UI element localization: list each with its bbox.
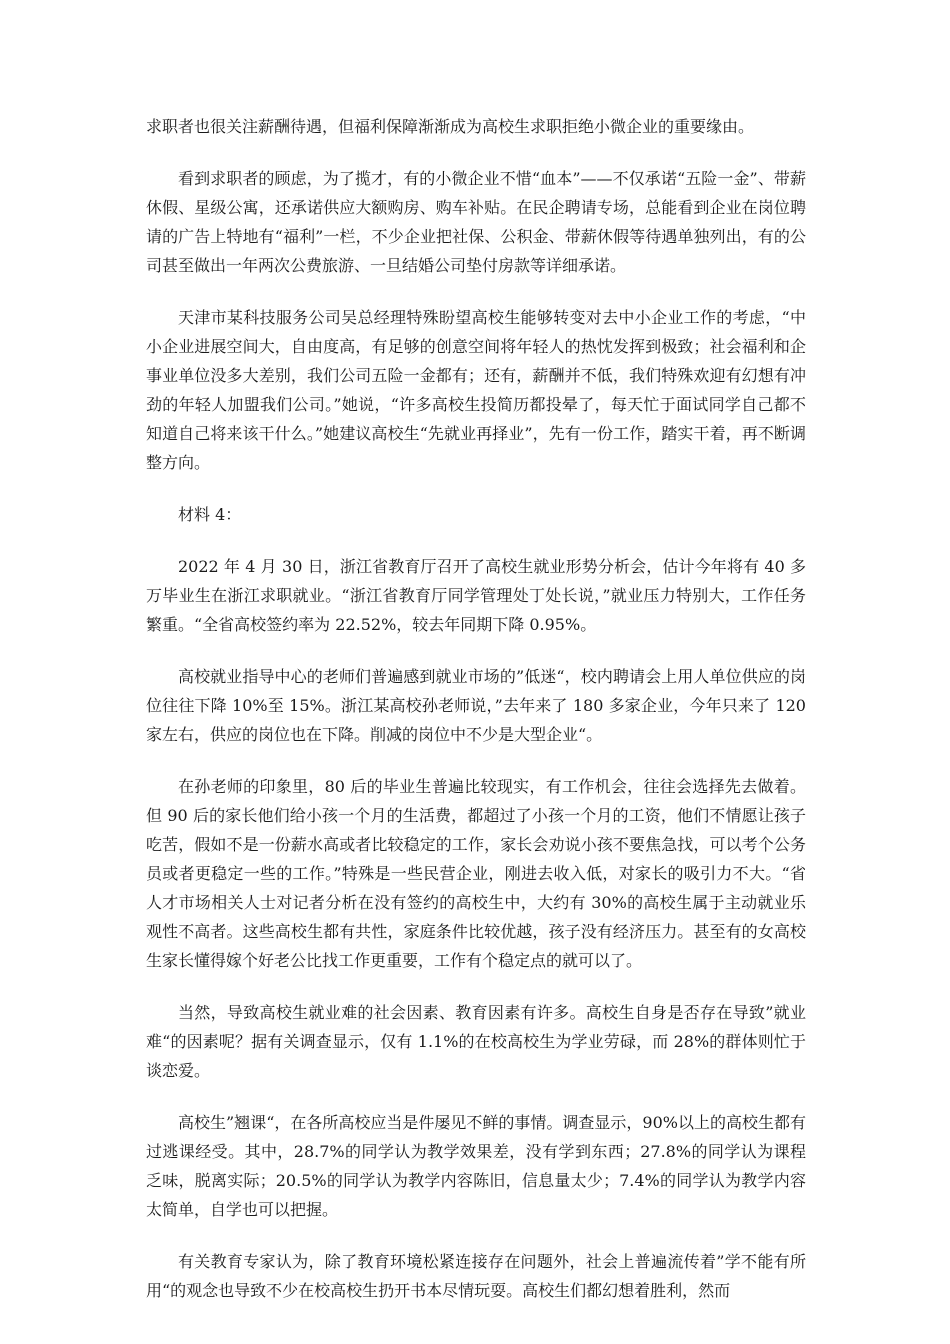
paragraph-social-factors: 当然，导致高校生就业难的社会因素、教育因素有许多。高校生自身是否存在导致”就业难“的因素呢？据有关调查显示，仅有 1.1%的在校高校生为学业劳碌，而 28%的群体则忙于谈恋爱。 [146, 1003, 806, 1080]
document-body [146, 112, 806, 1328]
paragraph-expert-opinion: 有关教育专家认为，除了教育环境松紧连接存在问题外，社会上普遍流传着”学不能有所用“的观念也导致不少在校高校生扔开书本尽情玩耍。高校生们都幻想着胜利，然而 [146, 1252, 806, 1300]
paragraph-zhejiang-analysis: 2022 年 4 月 30 日，浙江省教育厅召开了高校生就业形势分析会，估计今年将有 40 多万毕业生在浙江求职就业。“浙江省教育厅同学管理处丁处长说，”就业压力特别大，工作任务繁重。“全省高校签约率为 22.52%，较去年同期下降 0.95%。 [146, 557, 806, 634]
paragraph-tianjin-manager-quote: 天津市某科技服务公司吴总经理特殊盼望高校生能够转变对去中小企业工作的考虑，“中小企业进展空间大，自由度高，有足够的创意空间将年轻人的热忱发挥到极致；社会福利和企事业单位没多大差别，我们公司五险一金都有；还有，薪酬并不低，我们特殊欢迎有幻想有冲劲的年轻人加盟我们公司。”她说，“许多高校生投简历都投晕了，每天忙于面试同学自己都不知道自己将来该干什么。”她建议高校生“先就业再择业”，先有一份工作，踏实干着，再不断调整方向。 [146, 308, 806, 472]
paragraph-job-market-downturn: 高校就业指导中心的老师们普遍感到就业市场的”低迷“，校内聘请会上用人单位供应的岗位往往下降 10%至 15%。浙江某高校孙老师说，”去年来了 180 多家企业，今年只来了 120 家左右，供应的岗位也在下降。削减的岗位中不少是大型企业“。 [146, 667, 806, 744]
material-heading: 材料 4： [178, 505, 242, 524]
paragraph-intro-continuation: 求职者也很关注薪酬待遇，但福利保障渐渐成为高校生求职拒绝小微企业的重要缘由。 [146, 117, 755, 136]
paragraph-small-business-benefits: 看到求职者的顾虑，为了揽才，有的小微企业不惜“血本”——不仅承诺“五险一金”、带薪休假、星级公寓，还承诺供应大额购房、购车补贴。在民企聘请专场，总能看到企业在岗位聘请的广告上特地有“福利”一栏，不少企业把社保、公积金、带薪休假等待遇单独列出，有的公司甚至做出一年两次公费旅游、一旦结婚公司垫付房款等详细承诺。 [146, 169, 806, 275]
paragraph-teacher-impression: 在孙老师的印象里，80 后的毕业生普遍比较现实，有工作机会，往往会选择先去做着。但 90 后的家长他们给小孩一个月的生活费，都超过了小孩一个月的工资，他们不情愿让孩子吃苦，假如不是一份薪水高或者比较稳定的工作，家长会劝说小孩不要焦急找，可以考个公务员或者更稳定一些的工作。”特殊是一些民营企业，刚进去收入低，对家长的吸引力不大。“省人才市场相关人士对记者分析在没有签约的高校生中，大约有 30%的高校生属于主动就业乐观性不高者。这些高校生都有共性，家庭条件比较优越，孩子没有经济压力。甚至有的女高校生家长懂得嫁个好老公比找工作更重要，工作有个稳定点的就可以了。 [146, 777, 806, 970]
paragraph-skipping-class: 高校生”翘课“，在各所高校应当是件屡见不鲜的事情。调查显示，90%以上的高校生都有过逃课经受。其中，28.7%的同学认为教学效果差，没有学到东西；27.8%的同学认为课程乏味，脱离实际；20.5%的同学认为教学内容陈旧，信息量太少；7.4%的同学认为教学内容太简单，自学也可以把握。 [146, 1113, 806, 1219]
